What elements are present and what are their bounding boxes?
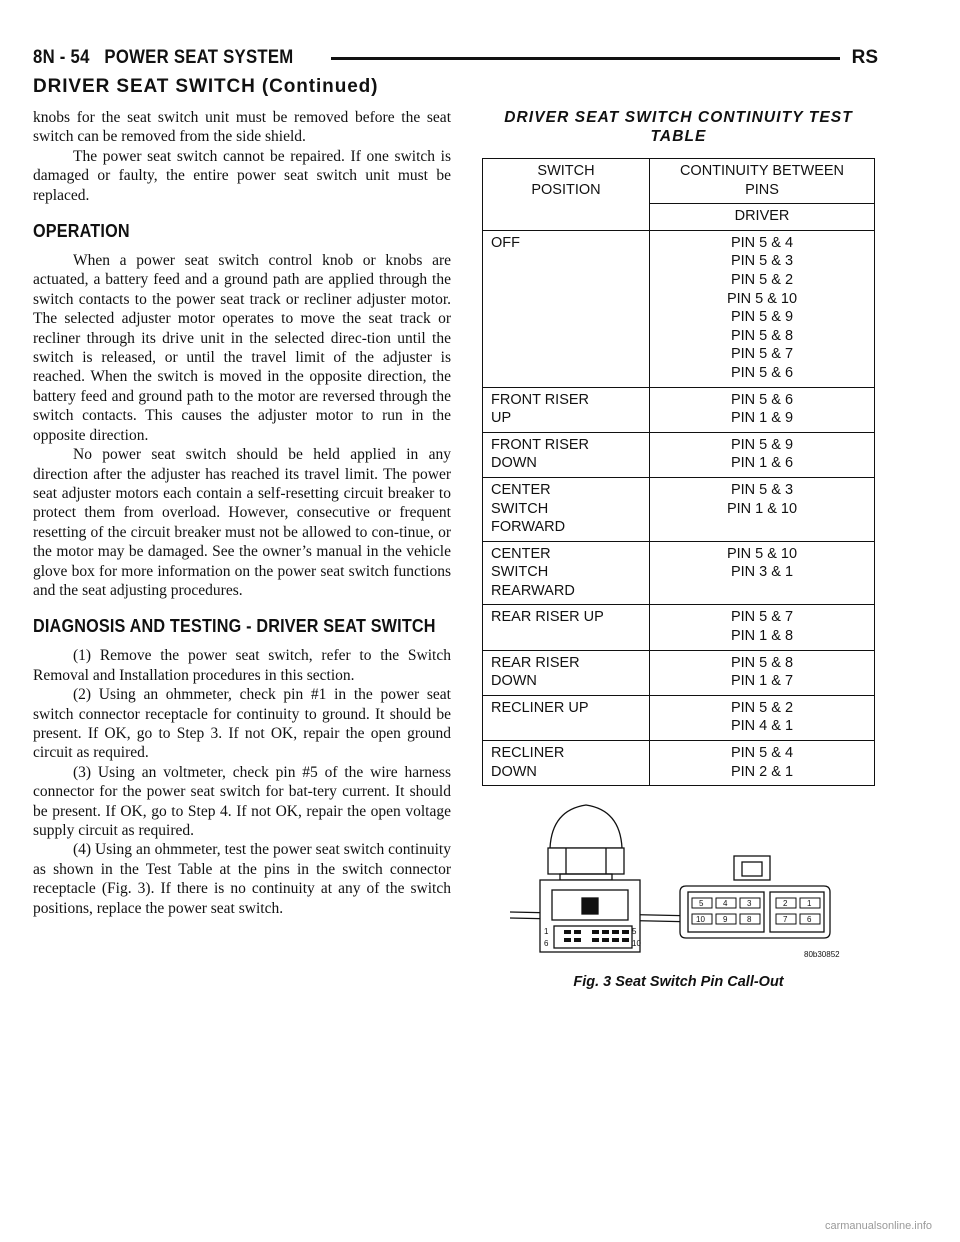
connector-pin-2-label: 2 bbox=[783, 899, 788, 908]
operation-paragraph-2: No power seat switch should be held applied in any direction after the adjuster has reached its travel limit. The power seat adjuster motors each contain a self-resetting circuit breaker to protect them from overload. However, consecutive or frequent resetting of the circuit breaker must not be allowed to con-tinue, or the motor may be damaged. See the owner’s manual in the vehicle glove box for more information on the power seat switch functions and the seat adjusting procedures. bbox=[33, 446, 451, 599]
header-rule bbox=[331, 57, 840, 60]
table-row bbox=[483, 695, 875, 740]
figure-caption: Fig. 3 Seat Switch Pin Call-Out bbox=[573, 974, 784, 990]
page-header bbox=[33, 44, 878, 74]
switch-position-cell: RECLINER DOWN bbox=[483, 741, 650, 786]
switch-position-cell: REAR RISER DOWN bbox=[483, 650, 650, 695]
switch-position-cell: FRONT RISER DOWN bbox=[483, 432, 650, 477]
switch-position-cell: REAR RISER UP bbox=[483, 605, 650, 650]
connector-pin-8-label: 8 bbox=[747, 915, 752, 924]
table-row bbox=[483, 477, 875, 541]
intro-paragraph-2: The power seat switch cannot be repaired. If one switch is damaged or faulty, the entire power seat switch unit must be replaced. bbox=[33, 147, 451, 204]
header-switch-position: SWITCH POSITION bbox=[483, 159, 650, 231]
switch-pin-1-label: 1 bbox=[544, 927, 549, 936]
connector-housing bbox=[680, 886, 830, 938]
diagnosis-step-4: (4) Using an ohmmeter, test the power seat switch continuity as shown in the Test Table at the pins in the switch connector receptacle (Fig. 3). If there is no continuity at any of the switch positions, replace the power seat switch. bbox=[33, 841, 451, 917]
seat-switch-figure bbox=[508, 800, 853, 964]
table-row bbox=[483, 387, 875, 432]
continuity-pins-cell: PIN 5 & 7 PIN 1 & 8 bbox=[650, 605, 875, 650]
continuity-pins-cell: PIN 5 & 4 PIN 2 & 1 bbox=[650, 741, 875, 786]
watermark: carmanualsonline.info bbox=[824, 1220, 932, 1232]
connector-pin-5-label: 5 bbox=[699, 899, 704, 908]
continued-heading: DRIVER SEAT SWITCH (Continued) bbox=[33, 76, 379, 97]
section-title: POWER SEAT SYSTEM bbox=[104, 47, 294, 68]
operation-heading: OPERATION bbox=[33, 221, 130, 242]
table-header-row bbox=[483, 159, 875, 204]
header-driver: DRIVER bbox=[650, 204, 875, 231]
continuity-pins-cell: PIN 5 & 8 PIN 1 & 7 bbox=[650, 650, 875, 695]
table-title: DRIVER SEAT SWITCH CONTINUITY TEST TABLE bbox=[504, 109, 853, 145]
table-row bbox=[483, 605, 875, 650]
operation-paragraph-1: When a power seat switch control knob or knobs are actuated, a battery feed and a ground path are applied through the switch contacts to the power seat track or recliner adjuster motor. The selected adjuster motor operates to move the seat track or recliner through its drive unit in the selected direc-tion until the switch is released, or until the travel limit of the adjuster is reached. When the switch is moved in the opposite direction, the battery feed and ground path to the motor are reversed through the switch contacts. This causes the adjuster motor to run in the opposite direction. bbox=[33, 252, 451, 444]
switch-position-cell: RECLINER UP bbox=[483, 695, 650, 740]
header-title bbox=[33, 47, 293, 69]
connector-pin-1-label: 1 bbox=[807, 899, 812, 908]
intro-paragraph-1: knobs for the seat switch unit must be removed before the seat switch can be removed from the side shield. bbox=[33, 109, 451, 146]
switch-position-cell: CENTER SWITCH FORWARD bbox=[483, 477, 650, 541]
diagnosis-step-3: (3) Using an voltmeter, check pin #5 of the wire harness connector for the power seat switch for bat-tery current. It should be present. If OK, go to Step 4. If not OK, repair the open voltage supply circuit as required. bbox=[33, 763, 451, 839]
continuity-pins-cell: PIN 5 & 9 PIN 1 & 6 bbox=[650, 432, 875, 477]
switch-pin-6-label: 6 bbox=[544, 939, 549, 948]
knob-base bbox=[548, 848, 624, 874]
connector-pin-7-label: 7 bbox=[783, 915, 788, 924]
connector-pin-4-label: 4 bbox=[723, 899, 728, 908]
section-number: 8N - 54 bbox=[33, 47, 90, 68]
switch-position-cell: CENTER SWITCH REARWARD bbox=[483, 541, 650, 605]
header-code: RS bbox=[851, 47, 878, 68]
switch-pin-5-label: 5 bbox=[632, 927, 637, 936]
diagnosis-step-1: (1) Remove the power seat switch, refer to the Switch Removal and Installation procedures in this section. bbox=[33, 647, 451, 684]
table-row bbox=[483, 541, 875, 605]
header-continuity: CONTINUITY BETWEEN PINS bbox=[650, 159, 875, 204]
table-row bbox=[483, 230, 875, 387]
switch-knob bbox=[550, 805, 622, 848]
continuity-pins-cell: PIN 5 & 3 PIN 1 & 10 bbox=[650, 477, 875, 541]
continuity-pins-cell: PIN 5 & 10 PIN 3 & 1 bbox=[650, 541, 875, 605]
switch-position-cell: OFF bbox=[483, 230, 650, 387]
connector-pin-10-label: 10 bbox=[696, 915, 705, 924]
connector-pin-9-label: 9 bbox=[723, 915, 728, 924]
diagnosis-step-2: (2) Using an ohmmeter, check pin #1 in the power seat switch connector receptacle for continuity to ground. It should be present. If OK, go to Step 3. If not OK, repair the open ground circuit as required. bbox=[33, 686, 451, 762]
figure-code: 80b30852 bbox=[804, 950, 840, 959]
table-row bbox=[483, 432, 875, 477]
table-row bbox=[483, 650, 875, 695]
right-column bbox=[482, 108, 875, 786]
connector-pin-6-label: 6 bbox=[807, 915, 812, 924]
switch-pin-10-label: 10 bbox=[632, 939, 641, 948]
left-column bbox=[33, 108, 451, 918]
table-row bbox=[483, 741, 875, 786]
continuity-pins-cell: PIN 5 & 6 PIN 1 & 9 bbox=[650, 387, 875, 432]
continuity-pins-cell: PIN 5 & 2 PIN 4 & 1 bbox=[650, 695, 875, 740]
switch-position-cell: FRONT RISER UP bbox=[483, 387, 650, 432]
diagnosis-heading: DIAGNOSIS AND TESTING - DRIVER SEAT SWITCH bbox=[33, 616, 436, 637]
continuity-pins-cell: PIN 5 & 4 PIN 5 & 3 PIN 5 & 2 PIN 5 & 10 PIN 5 & 9 PIN 5 & 8 PIN 5 & 7 PIN 5 & 6 bbox=[650, 230, 875, 387]
continuity-table bbox=[482, 158, 875, 786]
connector-pin-3-label: 3 bbox=[747, 899, 752, 908]
